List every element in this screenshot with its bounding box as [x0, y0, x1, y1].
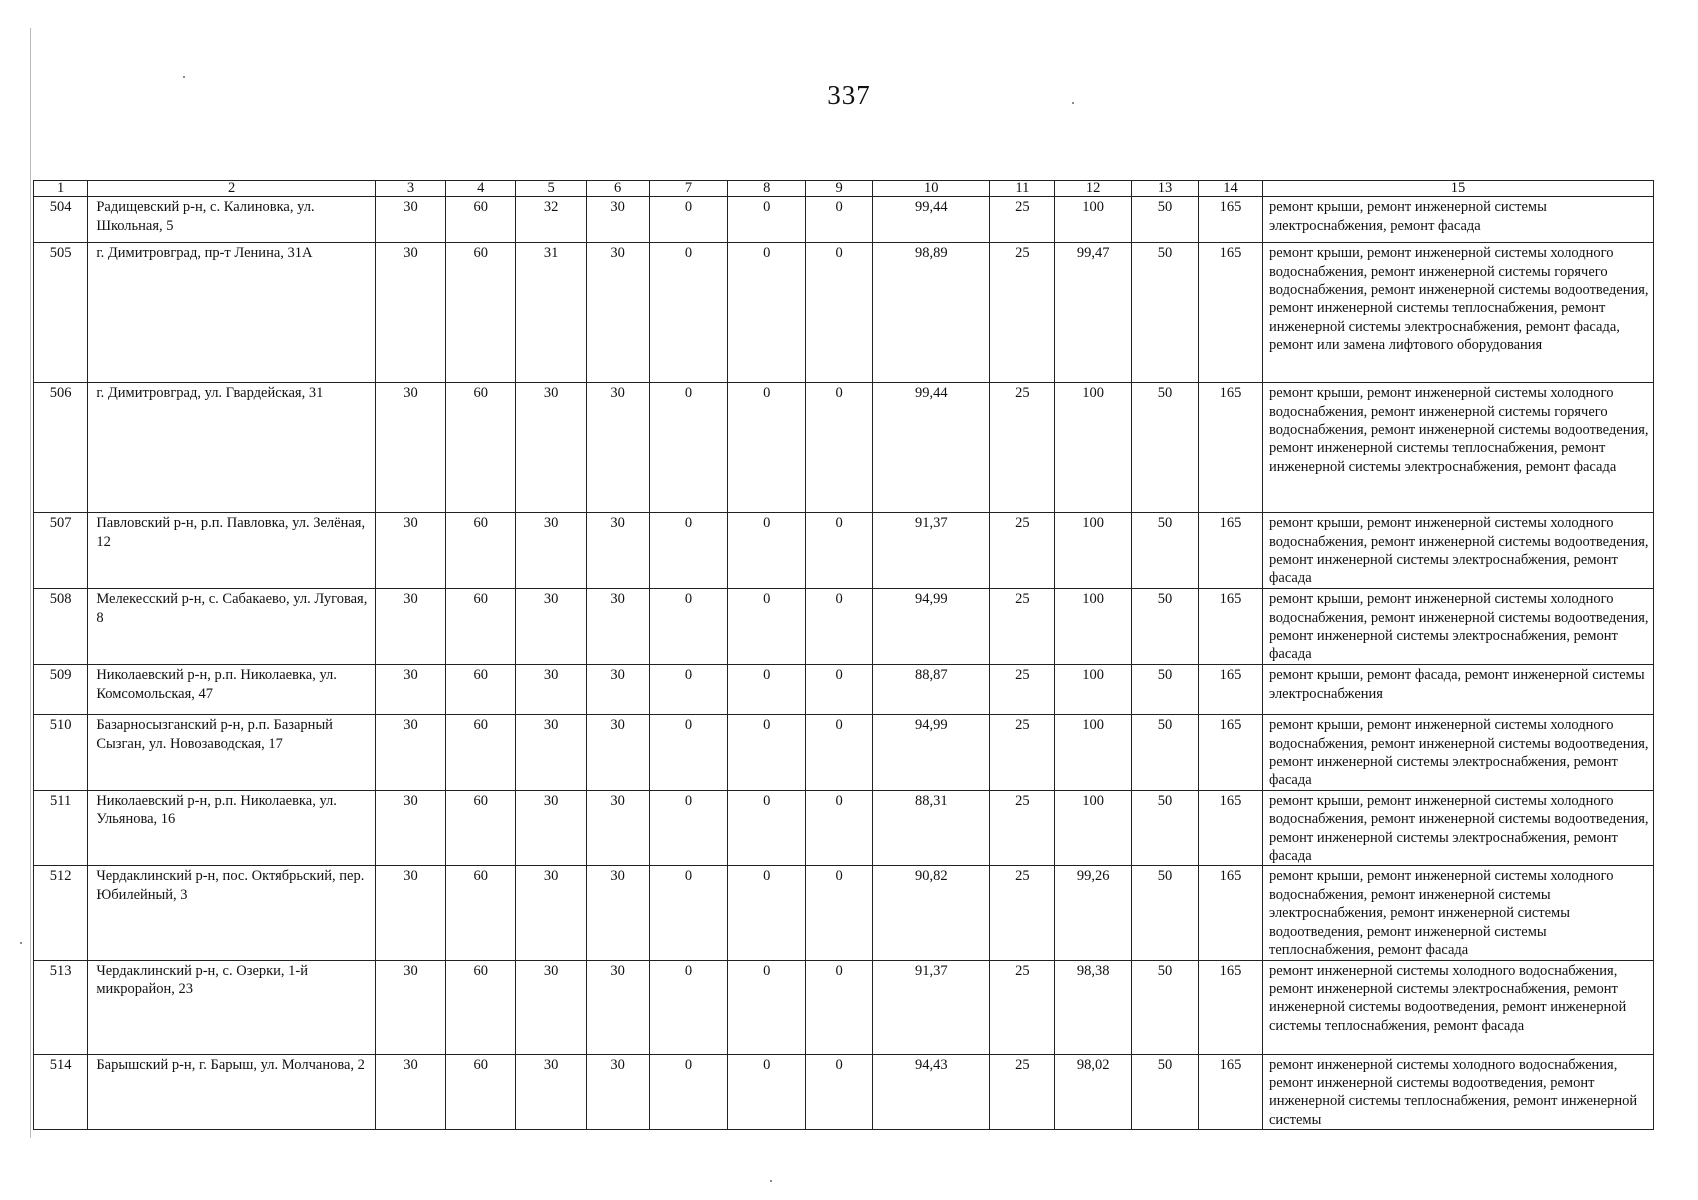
value-cell: 50	[1132, 790, 1199, 866]
value-cell: 30	[516, 665, 586, 715]
value-cell: 0	[649, 589, 728, 665]
housing-repair-table	[33, 180, 1654, 1130]
value-cell: 50	[1132, 665, 1199, 715]
row-number-cell: 511	[34, 790, 88, 866]
works-cell: ремонт инженерной системы холодного водоснабжения, ремонт инженерной системы электроснабжения, ремонт инженерной системы водоотведения, ремонт инженерной системы теплоснабжения, ремонт фасада	[1262, 960, 1653, 1054]
value-cell: 0	[649, 383, 728, 513]
value-cell: 60	[446, 1054, 516, 1130]
value-cell: 30	[516, 513, 586, 589]
row-number-cell: 512	[34, 866, 88, 960]
value-cell: 0	[728, 665, 806, 715]
header-cell: 2	[88, 181, 376, 197]
table-row	[34, 589, 1654, 665]
value-cell: 99,26	[1055, 866, 1132, 960]
value-cell: 0	[806, 866, 873, 960]
value-cell: 50	[1132, 960, 1199, 1054]
value-cell: 99,44	[873, 383, 990, 513]
table-row	[34, 197, 1654, 243]
value-cell: 50	[1132, 243, 1199, 383]
value-cell: 0	[806, 383, 873, 513]
value-cell: 50	[1132, 197, 1199, 243]
value-cell: 0	[728, 790, 806, 866]
value-cell: 0	[806, 513, 873, 589]
value-cell: 30	[375, 866, 445, 960]
row-number-cell: 508	[34, 589, 88, 665]
value-cell: 30	[516, 790, 586, 866]
table-header	[34, 181, 1654, 197]
value-cell: 165	[1199, 513, 1263, 589]
value-cell: 50	[1132, 1054, 1199, 1130]
value-cell: 0	[649, 866, 728, 960]
value-cell: 25	[990, 790, 1055, 866]
address-cell: Мелекесский р-н, с. Сабакаево, ул. Луговая, 8	[88, 589, 376, 665]
value-cell: 60	[446, 665, 516, 715]
value-cell: 91,37	[873, 960, 990, 1054]
value-cell: 100	[1055, 513, 1132, 589]
works-cell: ремонт крыши, ремонт инженерной системы холодного водоснабжения, ремонт инженерной системы горячего водоснабжения, ремонт инженерной системы водоотведения, ремонт инженерной системы теплоснабжения, ремонт инженерной системы электроснабжения, ремонт фасада, ремонт или замена лифтового оборудования	[1262, 243, 1653, 383]
value-cell: 0	[806, 960, 873, 1054]
value-cell: 0	[806, 589, 873, 665]
row-number-cell: 506	[34, 383, 88, 513]
page-number: 337	[827, 80, 871, 110]
table-row	[34, 513, 1654, 589]
value-cell: 0	[728, 960, 806, 1054]
address-cell: Барышский р-н, г. Барыш, ул. Молчанова, 2	[88, 1054, 376, 1130]
value-cell: 98,38	[1055, 960, 1132, 1054]
page-edge-line	[30, 28, 31, 1138]
value-cell: 0	[728, 589, 806, 665]
header-cell: 4	[446, 181, 516, 197]
header-cell: 6	[586, 181, 649, 197]
value-cell: 100	[1055, 715, 1132, 791]
value-cell: 30	[375, 1054, 445, 1130]
scan-speck	[1072, 102, 1074, 104]
row-number-cell: 510	[34, 715, 88, 791]
value-cell: 30	[516, 960, 586, 1054]
value-cell: 30	[516, 383, 586, 513]
works-cell: ремонт крыши, ремонт инженерной системы холодного водоснабжения, ремонт инженерной системы водоотведения, ремонт инженерной системы электроснабжения, ремонт фасада	[1262, 715, 1653, 791]
value-cell: 60	[446, 715, 516, 791]
value-cell: 25	[990, 866, 1055, 960]
header-cell: 3	[375, 181, 445, 197]
table-row	[34, 383, 1654, 513]
value-cell: 60	[446, 513, 516, 589]
value-cell: 99,47	[1055, 243, 1132, 383]
address-cell: г. Димитровград, ул. Гвардейская, 31	[88, 383, 376, 513]
works-cell: ремонт крыши, ремонт инженерной системы электроснабжения, ремонт фасада	[1262, 197, 1653, 243]
value-cell: 60	[446, 197, 516, 243]
scan-speck	[20, 942, 22, 944]
value-cell: 30	[375, 197, 445, 243]
value-cell: 98,02	[1055, 1054, 1132, 1130]
value-cell: 50	[1132, 383, 1199, 513]
value-cell: 0	[728, 715, 806, 791]
works-cell: ремонт крыши, ремонт инженерной системы холодного водоснабжения, ремонт инженерной системы водоотведения, ремонт инженерной системы электроснабжения, ремонт фасада	[1262, 790, 1653, 866]
value-cell: 30	[375, 960, 445, 1054]
value-cell: 165	[1199, 960, 1263, 1054]
table-row	[34, 243, 1654, 383]
value-cell: 100	[1055, 790, 1132, 866]
value-cell: 30	[516, 1054, 586, 1130]
row-number-cell: 514	[34, 1054, 88, 1130]
value-cell: 30	[586, 197, 649, 243]
value-cell: 88,31	[873, 790, 990, 866]
address-cell: Радищевский р-н, с. Калиновка, ул. Школьная, 5	[88, 197, 376, 243]
header-cell: 1	[34, 181, 88, 197]
value-cell: 100	[1055, 665, 1132, 715]
value-cell: 100	[1055, 589, 1132, 665]
value-cell: 30	[586, 513, 649, 589]
table-row	[34, 1054, 1654, 1130]
value-cell: 25	[990, 589, 1055, 665]
value-cell: 165	[1199, 665, 1263, 715]
value-cell: 30	[586, 1054, 649, 1130]
value-cell: 30	[586, 589, 649, 665]
value-cell: 25	[990, 665, 1055, 715]
scan-speck	[770, 1180, 772, 1182]
address-cell: Николаевский р-н, р.п. Николаевка, ул. Ульянова, 16	[88, 790, 376, 866]
address-cell: Николаевский р-н, р.п. Николаевка, ул. Комсомольская, 47	[88, 665, 376, 715]
value-cell: 94,99	[873, 715, 990, 791]
value-cell: 32	[516, 197, 586, 243]
value-cell: 30	[516, 589, 586, 665]
row-number-cell: 504	[34, 197, 88, 243]
value-cell: 60	[446, 866, 516, 960]
header-cell: 5	[516, 181, 586, 197]
header-cell: 7	[649, 181, 728, 197]
value-cell: 0	[728, 1054, 806, 1130]
works-cell: ремонт крыши, ремонт инженерной системы холодного водоснабжения, ремонт инженерной системы водоотведения, ремонт инженерной системы электроснабжения, ремонт фасада	[1262, 589, 1653, 665]
header-cell: 10	[873, 181, 990, 197]
value-cell: 0	[649, 790, 728, 866]
table-body	[34, 197, 1654, 1130]
value-cell: 91,37	[873, 513, 990, 589]
value-cell: 60	[446, 790, 516, 866]
value-cell: 50	[1132, 715, 1199, 791]
value-cell: 31	[516, 243, 586, 383]
value-cell: 30	[516, 715, 586, 791]
value-cell: 30	[586, 790, 649, 866]
value-cell: 30	[586, 383, 649, 513]
value-cell: 25	[990, 383, 1055, 513]
value-cell: 30	[375, 383, 445, 513]
value-cell: 98,89	[873, 243, 990, 383]
value-cell: 165	[1199, 243, 1263, 383]
value-cell: 165	[1199, 197, 1263, 243]
address-cell: Чердаклинский р-н, пос. Октябрьский, пер. Юбилейный, 3	[88, 866, 376, 960]
value-cell: 0	[806, 1054, 873, 1130]
value-cell: 30	[375, 513, 445, 589]
value-cell: 0	[728, 513, 806, 589]
value-cell: 0	[649, 243, 728, 383]
row-number-cell: 509	[34, 665, 88, 715]
value-cell: 50	[1132, 866, 1199, 960]
value-cell: 165	[1199, 1054, 1263, 1130]
value-cell: 30	[586, 665, 649, 715]
value-cell: 100	[1055, 383, 1132, 513]
works-cell: ремонт инженерной системы холодного водоснабжения, ремонт инженерной системы водоотведения, ремонт инженерной системы теплоснабжения, ремонт инженерной системы	[1262, 1054, 1653, 1130]
value-cell: 50	[1132, 589, 1199, 665]
header-cell: 9	[806, 181, 873, 197]
scan-speck	[183, 76, 185, 78]
value-cell: 30	[375, 665, 445, 715]
value-cell: 0	[649, 960, 728, 1054]
value-cell: 30	[586, 243, 649, 383]
value-cell: 100	[1055, 197, 1132, 243]
value-cell: 165	[1199, 715, 1263, 791]
value-cell: 90,82	[873, 866, 990, 960]
value-cell: 88,87	[873, 665, 990, 715]
value-cell: 0	[649, 715, 728, 791]
header-cell: 12	[1055, 181, 1132, 197]
table-row	[34, 960, 1654, 1054]
value-cell: 0	[649, 665, 728, 715]
value-cell: 25	[990, 960, 1055, 1054]
value-cell: 165	[1199, 790, 1263, 866]
table-row	[34, 665, 1654, 715]
table-row	[34, 790, 1654, 866]
address-cell: Базарносызганский р-н, р.п. Базарный Сызган, ул. Новозаводская, 17	[88, 715, 376, 791]
address-cell: Павловский р-н, р.п. Павловка, ул. Зелёная, 12	[88, 513, 376, 589]
value-cell: 50	[1132, 513, 1199, 589]
header-row	[34, 181, 1654, 197]
value-cell: 25	[990, 513, 1055, 589]
value-cell: 30	[586, 715, 649, 791]
value-cell: 60	[446, 383, 516, 513]
value-cell: 94,99	[873, 589, 990, 665]
value-cell: 25	[990, 715, 1055, 791]
header-cell: 8	[728, 181, 806, 197]
value-cell: 0	[806, 715, 873, 791]
header-cell: 15	[1262, 181, 1653, 197]
table-row	[34, 715, 1654, 791]
row-number-cell: 507	[34, 513, 88, 589]
address-cell: г. Димитровград, пр-т Ленина, 31А	[88, 243, 376, 383]
value-cell: 0	[728, 243, 806, 383]
value-cell: 60	[446, 960, 516, 1054]
value-cell: 165	[1199, 866, 1263, 960]
value-cell: 165	[1199, 589, 1263, 665]
value-cell: 30	[375, 243, 445, 383]
table-row	[34, 866, 1654, 960]
value-cell: 25	[990, 1054, 1055, 1130]
address-cell: Чердаклинский р-н, с. Озерки, 1-й микрорайон, 23	[88, 960, 376, 1054]
value-cell: 0	[806, 790, 873, 866]
row-number-cell: 513	[34, 960, 88, 1054]
value-cell: 30	[375, 589, 445, 665]
header-cell: 13	[1132, 181, 1199, 197]
value-cell: 94,43	[873, 1054, 990, 1130]
works-cell: ремонт крыши, ремонт инженерной системы холодного водоснабжения, ремонт инженерной системы электроснабжения, ремонт инженерной системы водоотведения, ремонт инженерной системы теплоснабжения, ремонт фасада	[1262, 866, 1653, 960]
value-cell: 0	[649, 197, 728, 243]
value-cell: 25	[990, 197, 1055, 243]
value-cell: 0	[806, 197, 873, 243]
header-cell: 14	[1199, 181, 1263, 197]
value-cell: 60	[446, 243, 516, 383]
works-cell: ремонт крыши, ремонт инженерной системы холодного водоснабжения, ремонт инженерной системы водоотведения, ремонт инженерной системы электроснабжения, ремонт фасада	[1262, 513, 1653, 589]
value-cell: 0	[649, 513, 728, 589]
value-cell: 30	[586, 960, 649, 1054]
value-cell: 0	[806, 243, 873, 383]
works-cell: ремонт крыши, ремонт инженерной системы холодного водоснабжения, ремонт инженерной системы горячего водоснабжения, ремонт инженерной системы водоотведения, ремонт инженерной системы теплоснабжения, ремонт инженерной системы электроснабжения, ремонт фасада	[1262, 383, 1653, 513]
value-cell: 99,44	[873, 197, 990, 243]
row-number-cell: 505	[34, 243, 88, 383]
value-cell: 25	[990, 243, 1055, 383]
value-cell: 0	[806, 665, 873, 715]
works-cell: ремонт крыши, ремонт фасада, ремонт инженерной системы электроснабжения	[1262, 665, 1653, 715]
value-cell: 0	[728, 383, 806, 513]
value-cell: 165	[1199, 383, 1263, 513]
value-cell: 30	[586, 866, 649, 960]
value-cell: 30	[516, 866, 586, 960]
value-cell: 0	[728, 197, 806, 243]
header-cell: 11	[990, 181, 1055, 197]
value-cell: 60	[446, 589, 516, 665]
value-cell: 30	[375, 790, 445, 866]
value-cell: 0	[649, 1054, 728, 1130]
value-cell: 0	[728, 866, 806, 960]
value-cell: 30	[375, 715, 445, 791]
